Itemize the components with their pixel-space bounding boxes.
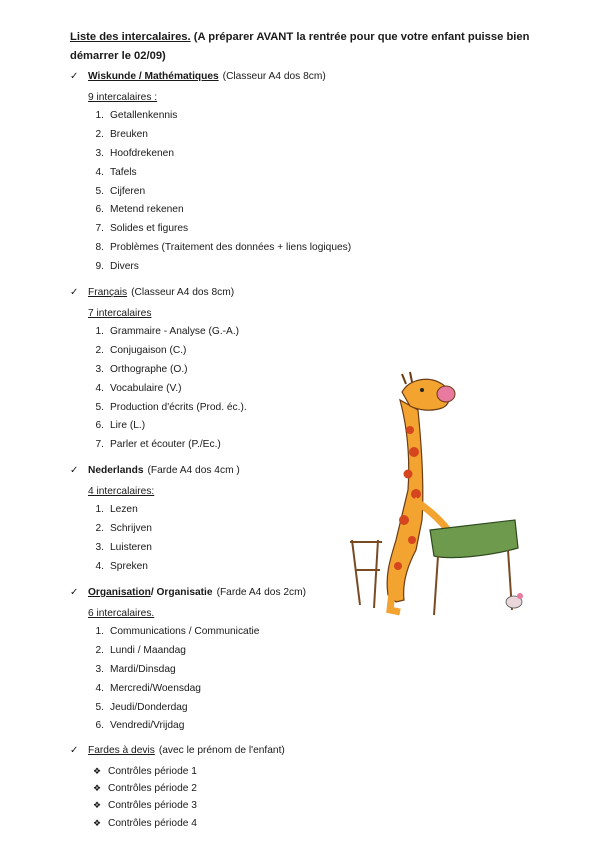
check-icon: ✓ — [70, 465, 79, 476]
diamond-bullet-icon: ❖ — [92, 800, 102, 811]
list-item: 6. Metend rekenen — [95, 204, 184, 216]
list-item: 7. Solides et figures — [95, 223, 189, 235]
section-francais — [70, 287, 247, 455]
divider-list — [70, 623, 306, 736]
list-item: ❖ Contrôles période 4 — [70, 815, 285, 832]
list-item: 5. Cijferen — [95, 185, 146, 197]
list-item: 9. Divers — [95, 261, 139, 273]
section-count: 9 intercalaires : — [88, 92, 158, 103]
list-item: 8. Problèmes (Traitement des données + liens logiques) — [95, 242, 352, 254]
list-item: 3. Mardi/Dinsdag — [95, 663, 176, 675]
section-name: Français — [88, 287, 128, 298]
chair-illustration — [350, 540, 382, 608]
list-item: 2. Conjugaison (C.) — [95, 344, 187, 356]
section-header — [70, 745, 285, 763]
section-header — [70, 287, 247, 305]
list-item: 6. Lire (L.) — [95, 420, 146, 432]
list-item: 1. Lezen — [95, 504, 138, 515]
check-icon: ✓ — [70, 71, 79, 82]
divider-list — [70, 763, 285, 832]
list-item: 1. Grammaire - Analyse (G.-A.) — [95, 326, 240, 337]
section-organisation — [70, 587, 306, 736]
list-item: ❖ Contrôles période 2 — [70, 780, 285, 797]
section-detail: (Farde A4 dos 4cm ) — [147, 465, 240, 476]
mouse-illustration — [506, 593, 523, 608]
check-icon: ✓ — [70, 587, 79, 598]
section-wiskunde — [70, 71, 351, 277]
diamond-bullet-icon: ❖ — [92, 766, 102, 776]
title-rest: (A préparer AVANT la rentrée pour que votre enfant puisse bien démarrer le 02/09) — [70, 31, 530, 62]
giraffe-figure — [387, 372, 455, 612]
section-name: Organisation — [88, 587, 151, 598]
section-count: 7 intercalaires — [88, 308, 152, 319]
list-item: 2. Schrijven — [95, 522, 152, 534]
list-item: 7. Parler et écouter (P./Ec.) — [95, 439, 221, 451]
section-header — [70, 587, 306, 605]
list-item: 5. Production d'écrits (Prod. éc.). — [95, 401, 247, 413]
list-item: 3. Luisteren — [95, 541, 152, 553]
list-item: 6. Vendredi/Vrijdag — [95, 720, 185, 732]
section-header — [70, 71, 351, 89]
diamond-bullet-icon: ❖ — [92, 817, 102, 828]
section-name: Wiskunde / Mathématiques — [88, 71, 219, 82]
section-count: 4 intercalaires: — [88, 486, 155, 497]
giraffe-at-desk-illustration — [330, 370, 530, 630]
list-item: ❖ Contrôles période 3 — [70, 797, 285, 814]
desk-illustration — [430, 520, 518, 615]
divider-list — [70, 323, 247, 455]
list-item: 2. Breuken — [95, 128, 148, 140]
section-detail: (avec le prénom de l'enfant) — [158, 745, 285, 756]
diamond-bullet-icon: ❖ — [92, 783, 102, 794]
list-item: 4. Tafels — [95, 166, 137, 178]
list-item: 1. Getallenkennis — [95, 110, 178, 121]
list-item: 4. Spreken — [95, 560, 148, 572]
section-fardes — [70, 745, 285, 832]
list-item: 4. Mercredi/Woensdag — [95, 682, 201, 694]
list-item: 2. Lundi / Maandag — [95, 644, 186, 656]
list-item: 1. Communications / Communicatie — [95, 626, 260, 637]
list-item: 4. Vocabulaire (V.) — [95, 382, 182, 394]
list-item: 3. Hoofdrekenen — [95, 147, 175, 159]
list-item: 5. Jeudi/Donderdag — [95, 701, 188, 713]
title-underlined: Liste des intercalaires. — [70, 31, 191, 43]
section-nederlands — [70, 465, 240, 577]
section-name: Nederlands — [88, 465, 144, 476]
section-count: 6 intercalaires. — [88, 608, 155, 619]
list-item: ❖ Contrôles période 1 — [70, 763, 285, 780]
page-title — [70, 28, 530, 66]
section-name: Fardes à devis — [88, 745, 155, 756]
section-header — [70, 465, 240, 483]
list-item: 3. Orthographe (O.) — [95, 363, 188, 375]
check-icon: ✓ — [70, 287, 79, 298]
section-name-secondary: / Organisatie — [150, 587, 213, 598]
divider-list — [70, 107, 351, 277]
section-detail: (Farde A4 dos 2cm) — [216, 587, 307, 598]
section-detail: (Classeur A4 dos 8cm) — [131, 287, 235, 298]
divider-list — [70, 501, 240, 577]
check-icon: ✓ — [70, 745, 79, 756]
section-detail: (Classeur A4 dos 8cm) — [222, 71, 326, 82]
